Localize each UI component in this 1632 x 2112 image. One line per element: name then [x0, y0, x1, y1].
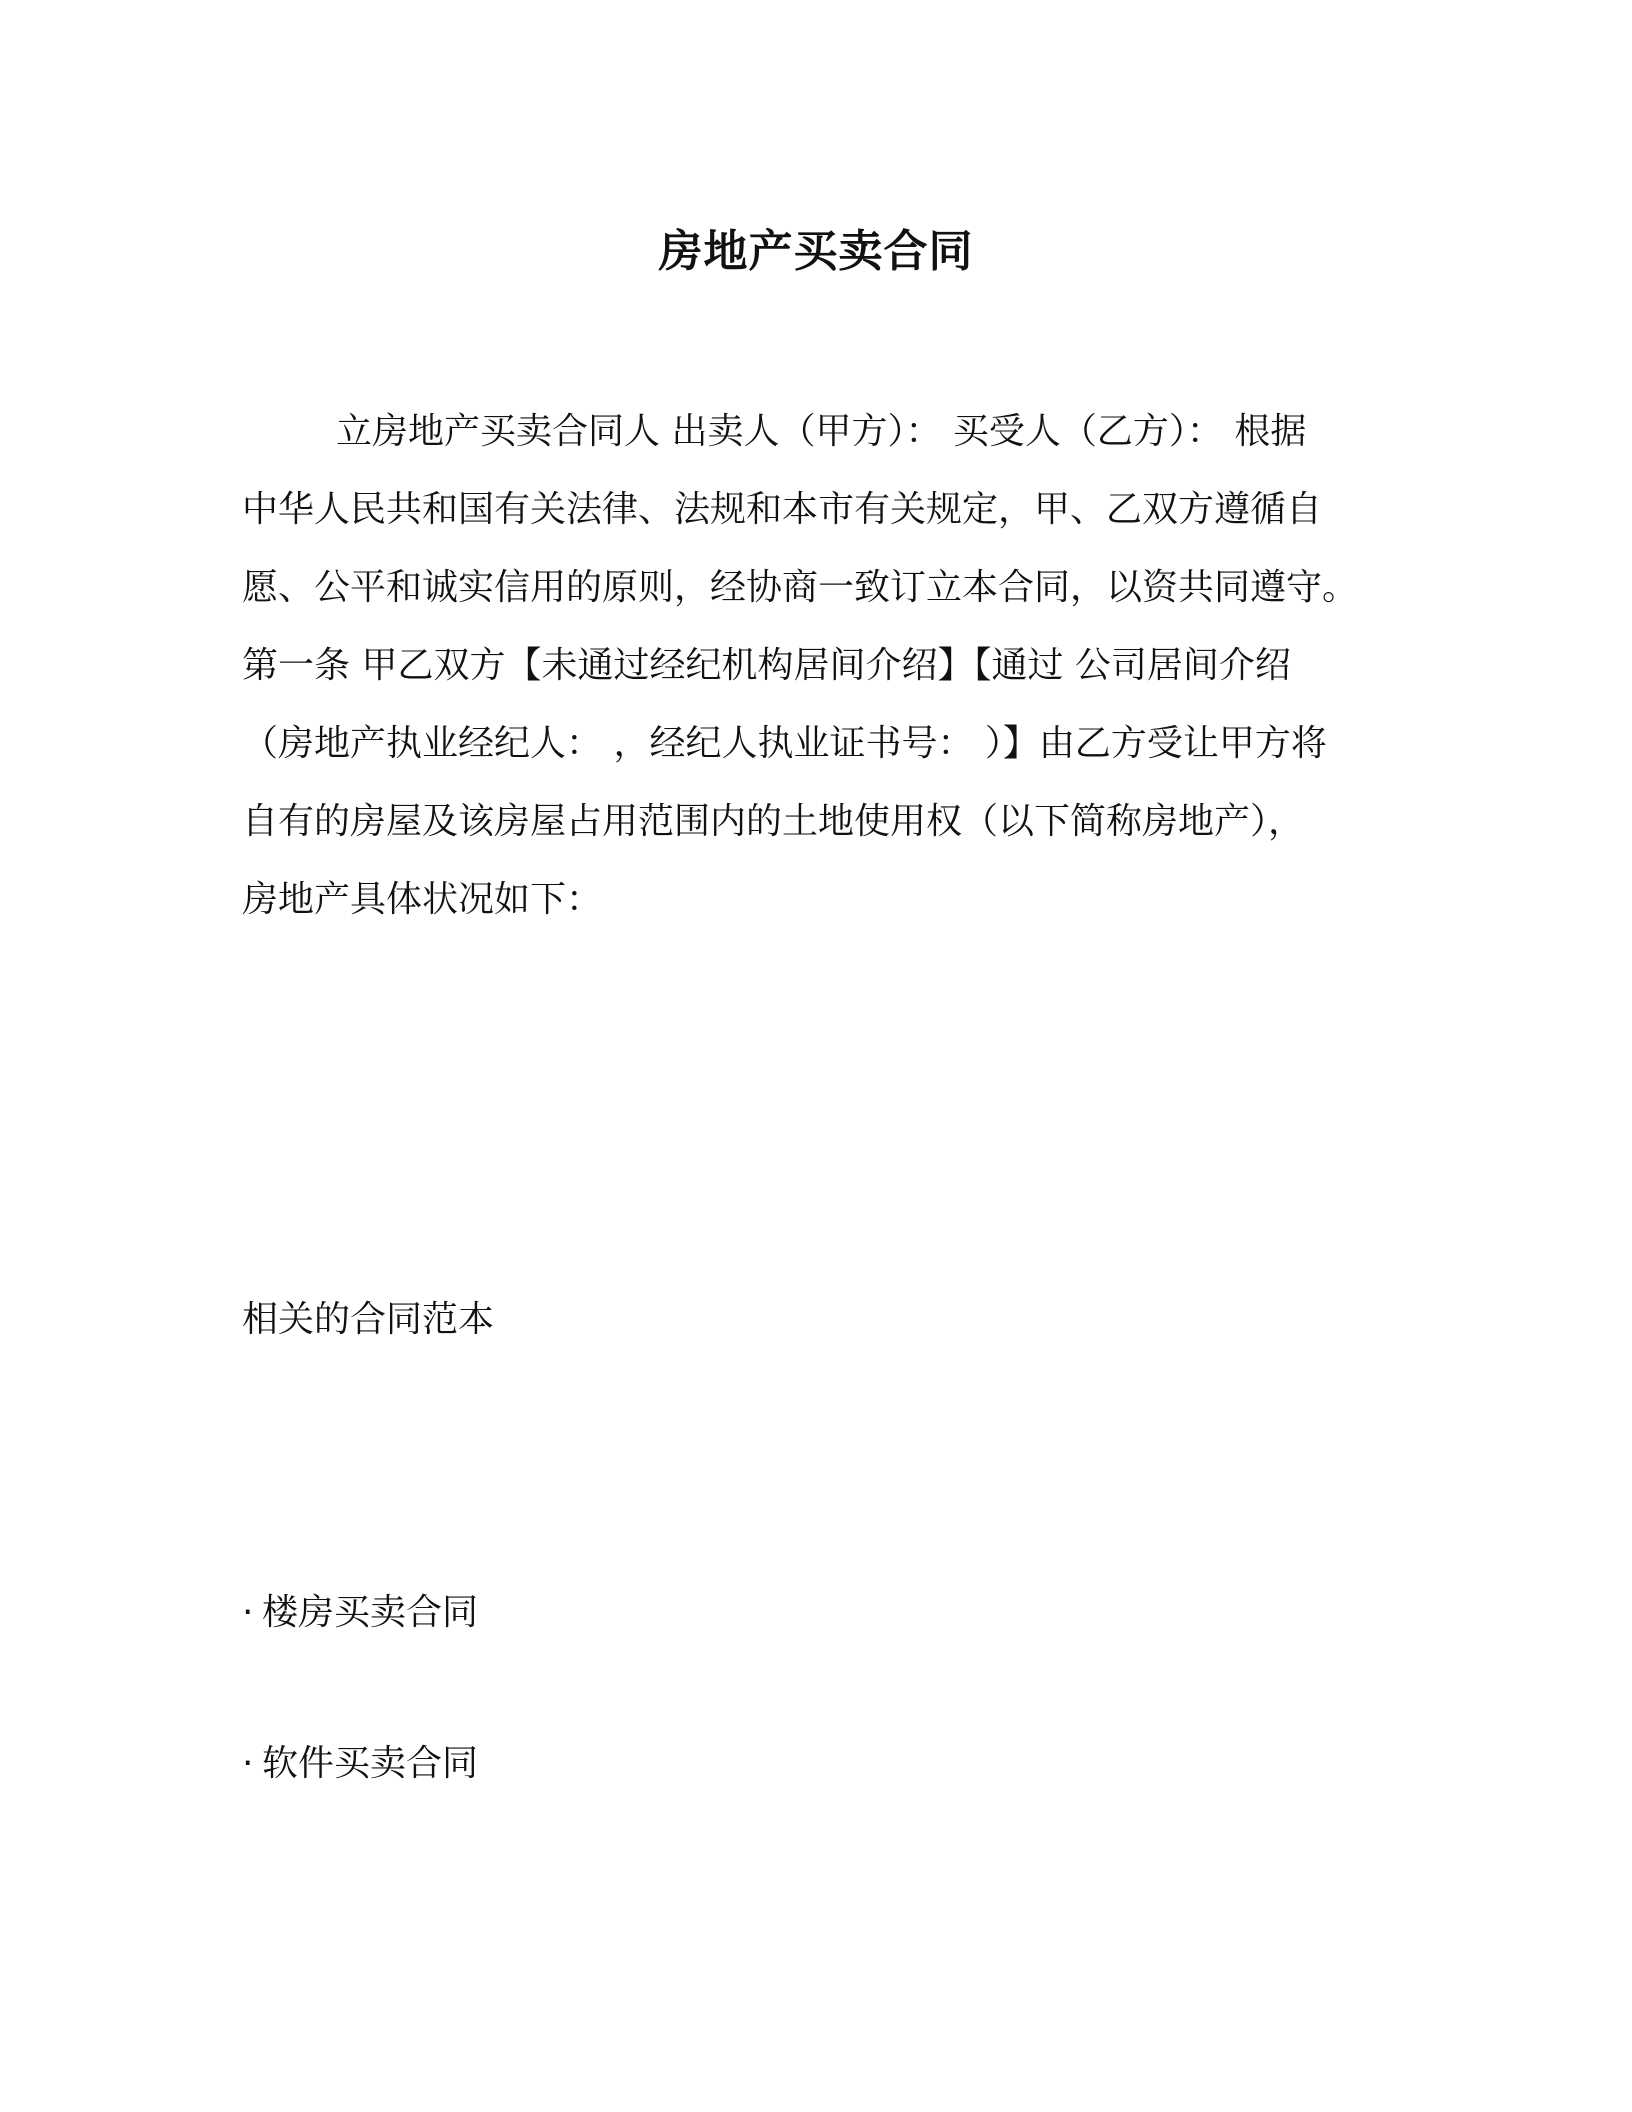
paragraph-line: 愿、公平和诚实信用的原则，经协商一致订立本合同，以资共同遵守。 [242, 567, 1359, 608]
related-link-label: 楼房买卖合同 [262, 1592, 479, 1633]
related-templates-heading: 相关的合同范本 [242, 1299, 495, 1340]
paragraph-line: 立房地产买卖合同人 出卖人（甲方）： 买受人（乙方）： 根据 [336, 411, 1307, 452]
related-link-label: 软件买卖合同 [262, 1743, 479, 1784]
paragraph-line: 中华人民共和国有关法律、法规和本市有关规定，甲、乙双方遵循自 [242, 489, 1323, 530]
bullet-dot: · [242, 1743, 254, 1784]
paragraph-line: （房地产执业经纪人： ，经纪人执业证书号： ）】由乙方受让甲方将 [242, 723, 1327, 764]
document-title: 房地产买卖合同 [658, 226, 974, 277]
bullet-dot: · [242, 1592, 254, 1633]
paragraph-line: 第一条 甲乙双方【未通过经纪机构居间介绍】【通过 公司居间介绍 [242, 645, 1291, 686]
related-link-building-sale[interactable] [242, 1583, 478, 1643]
paragraph-line: 房地产具体状况如下： [242, 879, 603, 920]
contract-paragraph [242, 393, 1402, 939]
related-link-software-sale[interactable] [242, 1734, 478, 1794]
paragraph-line: 自有的房屋及该房屋占用范围内的土地使用权（以下简称房地产）， [242, 801, 1305, 842]
